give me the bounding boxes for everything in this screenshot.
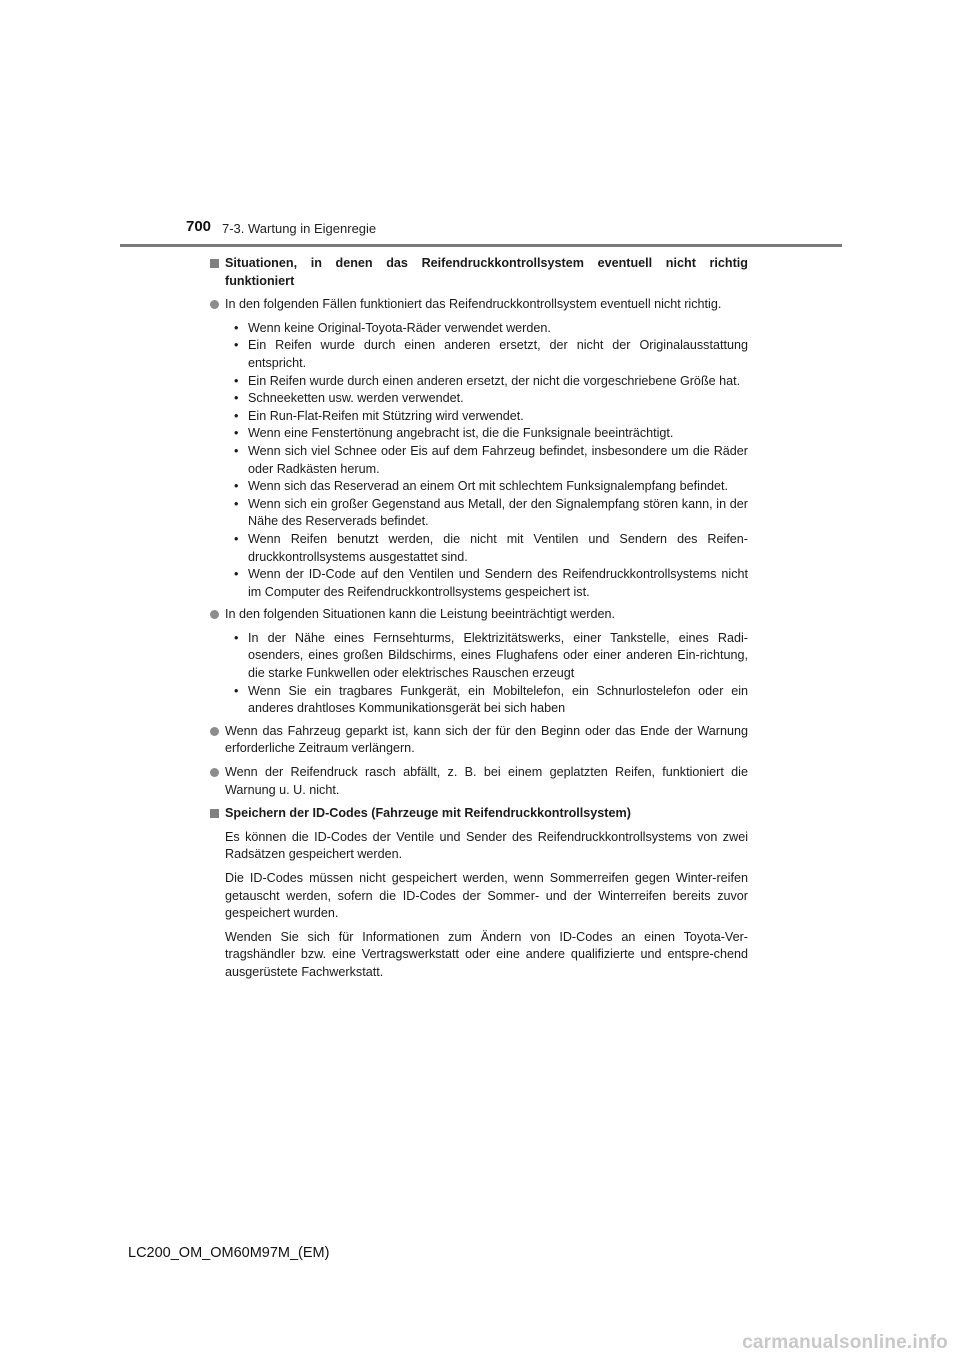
- round-bullet-icon: [210, 768, 219, 777]
- bullet-paragraph: [210, 723, 748, 758]
- list-item: [234, 496, 748, 531]
- list-item: [234, 373, 748, 391]
- page-content: [210, 255, 748, 988]
- list-item: [234, 566, 748, 601]
- paragraph: Wenden Sie sich für Informationen zum Ändern von ID-Codes an einen Toyota-Ver-tragshändler bzw. eine Vertragswerkstatt oder eine andere qualifizierte und entspre-chend ausgerüstete Fachwerkstatt.: [225, 929, 748, 979]
- section-title: 7-3. Wartung in Eigenregie: [222, 221, 377, 236]
- list-item-text: Wenn sich viel Schnee oder Eis auf dem Fahrzeug befindet, insbesondere um die Räder oder Radkästen herum.: [248, 443, 748, 476]
- watermark: carmanualsonline.info: [742, 1332, 948, 1353]
- bullet-paragraph: [210, 764, 748, 799]
- list-item-text: Ein Reifen wurde durch einen anderen ersetzt, der nicht der Originalausstattung entspricht.: [248, 338, 748, 370]
- square-bullet-icon: [210, 809, 219, 818]
- list-item-text: Wenn keine Original-Toyota-Räder verwendet werden.: [248, 320, 551, 335]
- list-item-text: Wenn eine Fenstertönung angebracht ist, die die Funksignale beeinträchtigt.: [248, 426, 674, 441]
- square-bullet-icon: [210, 259, 219, 268]
- list-item: [234, 425, 748, 443]
- list-mark: •: [234, 683, 239, 698]
- list-item-text: Wenn der ID-Code auf den Ventilen und Sendern des Reifendruckkontrollsystems nicht im Computer des Reifendruckkontrollsystems gespeichert ist.: [248, 567, 748, 599]
- list-mark: •: [234, 443, 239, 458]
- bullet-text: In den folgenden Fällen funktioniert das Reifendruckkontrollsystem eventuell nicht richtig.: [225, 297, 722, 312]
- list-item: [234, 443, 748, 478]
- list-mark: •: [234, 426, 239, 441]
- list-item: [234, 320, 748, 338]
- bullet-text: Wenn das Fahrzeug geparkt ist, kann sich der für den Beginn oder das Ende der Warnung erforderliche Zeitraum verlängern.: [225, 723, 748, 756]
- list-mark: •: [234, 479, 239, 494]
- list-item-text: Schneeketten usw. werden verwendet.: [248, 391, 464, 406]
- bullet-paragraph: [210, 606, 748, 624]
- header-rule: [120, 244, 842, 247]
- paragraph: Es können die ID-Codes der Ventile und Sender des Reifendruckkontrollsystems von zwei Radsätzen gespeichert werden.: [225, 829, 748, 862]
- list-item-text: Wenn Reifen benutzt werden, die nicht mit Ventilen und Sendern des Reifen-druckkontrollsystems ausgestattet sind.: [248, 531, 748, 564]
- list-mark: •: [234, 496, 239, 511]
- bullet-text: In den folgenden Situationen kann die Leistung beeinträchtigt werden.: [225, 607, 615, 622]
- section-heading-situations: [210, 255, 748, 290]
- list-item: [234, 683, 748, 718]
- list-item: [234, 337, 748, 372]
- list-item: [234, 478, 748, 496]
- list-item: [234, 408, 748, 426]
- list-mark: •: [234, 391, 239, 406]
- sub-list: [234, 320, 748, 602]
- round-bullet-icon: [210, 727, 219, 736]
- footer-doc-code: LC200_OM_OM60M97M_(EM): [128, 1245, 330, 1261]
- list-item: [234, 390, 748, 408]
- round-bullet-icon: [210, 610, 219, 619]
- list-item-text: Wenn Sie ein tragbares Funkgerät, ein Mobiltelefon, ein Schnurlostelefon oder ein anderes drahtloses Kommunikationsgerät bei sich haben: [248, 683, 748, 716]
- section-heading-id-codes: [210, 805, 748, 823]
- list-item-text: In der Nähe eines Fernsehturms, Elektrizitätswerks, einer Tankstelle, eines Radi-osenders, eines großen Bildschirms, eines Flughafens oder einer anderen Ein-richtung, die starke Funkwellen oder elektrisches Rauschen erzeugt: [248, 630, 748, 681]
- heading-text: Situationen, in denen das Reifendruckkontrollsystem eventuell nicht richtig funktioniert: [225, 256, 748, 288]
- paragraph: Die ID-Codes müssen nicht gespeichert werden, wenn Sommerreifen gegen Winter-reifen getauscht werden, sofern die ID-Codes der Sommer- und der Winterreifen bereits zuvor gespeichert wurden.: [225, 871, 748, 921]
- list-item: [234, 630, 748, 683]
- list-mark: •: [234, 630, 239, 645]
- list-item-text: Ein Reifen wurde durch einen anderen ersetzt, der nicht die vorgeschriebene Größe hat.: [248, 373, 741, 388]
- list-mark: •: [234, 567, 239, 582]
- list-item: [234, 531, 748, 566]
- sub-list: [234, 630, 748, 718]
- page-number: 700: [186, 218, 212, 235]
- bullet-text: Wenn der Reifendruck rasch abfällt, z. B. bei einem geplatzten Reifen, funktioniert die Warnung u. U. nicht.: [225, 765, 748, 797]
- list-mark: •: [234, 408, 239, 423]
- list-mark: •: [234, 338, 239, 353]
- heading-text: Speichern der ID-Codes (Fahrzeuge mit Reifendruckkontrollsystem): [225, 806, 631, 821]
- list-mark: •: [234, 320, 239, 335]
- list-mark: •: [234, 373, 239, 388]
- list-item-text: Ein Run-Flat-Reifen mit Stützring wird verwendet.: [248, 408, 524, 423]
- list-mark: •: [234, 531, 239, 546]
- list-item-text: Wenn sich ein großer Gegenstand aus Metall, der den Signalempfang stören kann, in der Nähe des Reserverads befindet.: [248, 496, 748, 529]
- round-bullet-icon: [210, 300, 219, 309]
- bullet-paragraph: [210, 296, 748, 314]
- list-item-text: Wenn sich das Reserverad an einem Ort mit schlechtem Funksignalempfang befindet.: [248, 479, 728, 494]
